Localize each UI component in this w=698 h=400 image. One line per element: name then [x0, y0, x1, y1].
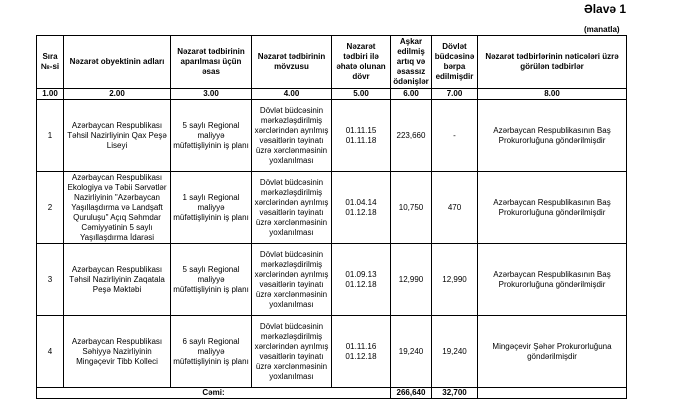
- header-row: [37, 36, 627, 89]
- total-row: [37, 388, 627, 399]
- table-row: [37, 244, 627, 316]
- column-index: 1.00: [37, 89, 64, 100]
- total-restored: 32,700: [432, 388, 478, 399]
- period-end: 01.12.18: [345, 279, 377, 289]
- total-excess-payments: 266,640: [391, 388, 432, 399]
- row-basis: 5 saylı Regional maliyyə müfəttişliyinin iş planı: [171, 100, 252, 172]
- row-measures: Azərbaycan Respublikasının Baş Prokurorluğuna göndərilmişdir: [478, 244, 627, 316]
- row-period: [332, 100, 391, 172]
- row-period: [332, 172, 391, 244]
- column-index: 7.00: [432, 89, 478, 100]
- row-restored: 19,240: [432, 316, 478, 388]
- row-period: [332, 316, 391, 388]
- table-row: [37, 316, 627, 388]
- row-measures: Azərbaycan Respublikasının Baş Prokurorluğuna göndərilmişdir: [478, 172, 627, 244]
- header-object: Nəzarət obyektinin adları: [64, 36, 171, 89]
- row-basis: 5 saylı Regional maliyyə müfəttişliyinin iş planı: [171, 244, 252, 316]
- header-basis: Nəzarət tədbirinin aparılması üçün əsas: [171, 36, 252, 89]
- row-excess-payments: 10,750: [391, 172, 432, 244]
- column-index: 8.00: [478, 89, 627, 100]
- row-measures: Mingəçevir Şəhər Prokurorluğuna göndərilmişdir: [478, 316, 627, 388]
- header-topic: Nəzarət tədbirinin mövzusu: [252, 36, 332, 89]
- column-index: 5.00: [332, 89, 391, 100]
- table-row: [37, 100, 627, 172]
- table-row: [37, 172, 627, 244]
- appendix-title: Əlavə 1: [584, 2, 627, 16]
- row-restored: -: [432, 100, 478, 172]
- row-number: 2: [37, 172, 64, 244]
- header-excess-payments: Aşkar edilmiş artıq və əsassız ödənişlər: [391, 36, 432, 89]
- period-start: 01.11.15: [345, 125, 377, 135]
- row-number: 3: [37, 244, 64, 316]
- row-number: 1: [37, 100, 64, 172]
- row-topic: Dövlət büdcəsinin mərkəzləşdirilmiş xərclərindən ayrılmış vəsaitlərin təyinatı üzrə xərclənməsinin yoxlanılması: [252, 244, 332, 316]
- period-end: 01.12.18: [345, 351, 377, 361]
- row-basis: 1 saylı Regional maliyyə müfəttişliyinin iş planı: [171, 172, 252, 244]
- header-restored: Dövlət büdcəsinə bərpa edilmişdir: [432, 36, 478, 89]
- row-object: Azərbaycan Respublikası Ekologiya və Təbii Sərvətlər Nazirliyinin "Azərbaycan Yaşıllaşdırma və Landşaft Quruluşu" Açıq Səhmdar Cəmiyyətinin 5 saylı Yaşıllaşdırma İdarəsi: [64, 172, 171, 244]
- header-no: Sıra №-si: [37, 36, 64, 89]
- period-start: 01.11.16: [345, 341, 377, 351]
- row-period: [332, 244, 391, 316]
- row-restored: 12,990: [432, 244, 478, 316]
- row-object: Azərbaycan Respublikası Səhiyyə Nazirliyinin Mingəçevir Tibb Kolleci: [64, 316, 171, 388]
- row-number: 4: [37, 316, 64, 388]
- row-basis: 6 saylı Regional maliyyə müfəttişliyinin iş planı: [171, 316, 252, 388]
- column-index: 2.00: [64, 89, 171, 100]
- row-excess-payments: 19,240: [391, 316, 432, 388]
- column-index: 6.00: [391, 89, 432, 100]
- column-index: 3.00: [171, 89, 252, 100]
- period-start: 01.04.14: [345, 197, 377, 207]
- row-excess-payments: 223,660: [391, 100, 432, 172]
- column-index: 4.00: [252, 89, 332, 100]
- inspection-results-table: [36, 35, 627, 399]
- row-object: Azərbaycan Respublikası Təhsil Nazirliyinin Zaqatala Peşə Məktəbi: [64, 244, 171, 316]
- row-topic: Dövlət büdcəsinin mərkəzləşdirilmiş xərclərindən ayrılmış vəsaitlərin təyinatı üzrə xərclənməsinin yoxlanılması: [252, 316, 332, 388]
- total-label: Cəmi:: [37, 388, 391, 399]
- period-start: 01.09.13: [345, 269, 377, 279]
- total-measures-empty: [478, 388, 627, 399]
- row-topic: Dövlət büdcəsinin mərkəzləşdirilmiş xərclərindən ayrılmış vəsaitlərin təyinatı üzrə xərclənməsinin yoxlanılması: [252, 100, 332, 172]
- header-measures: Nəzarət tədbirlərinin nəticələri üzrə görülən tədbirlər: [478, 36, 627, 89]
- currency-note: (manatla): [584, 25, 620, 34]
- row-restored: 470: [432, 172, 478, 244]
- row-excess-payments: 12,990: [391, 244, 432, 316]
- row-topic: Dövlət büdcəsinin mərkəzləşdirilmiş xərclərindən ayrılmış vəsaitlərin təyinatı üzrə xərclənməsinin yoxlanılması: [252, 172, 332, 244]
- header-period: Nəzarət tədbiri ilə əhatə olunan dövr: [332, 36, 391, 89]
- row-object: Azərbaycan Respublikası Təhsil Nazirliyinin Qax Peşə Liseyi: [64, 100, 171, 172]
- period-end: 01.12.18: [345, 207, 377, 217]
- column-index-row: [37, 89, 627, 100]
- period-end: 01.11.18: [345, 135, 377, 145]
- row-measures: Azərbaycan Respublikasının Baş Prokurorluğuna göndərilmişdir: [478, 100, 627, 172]
